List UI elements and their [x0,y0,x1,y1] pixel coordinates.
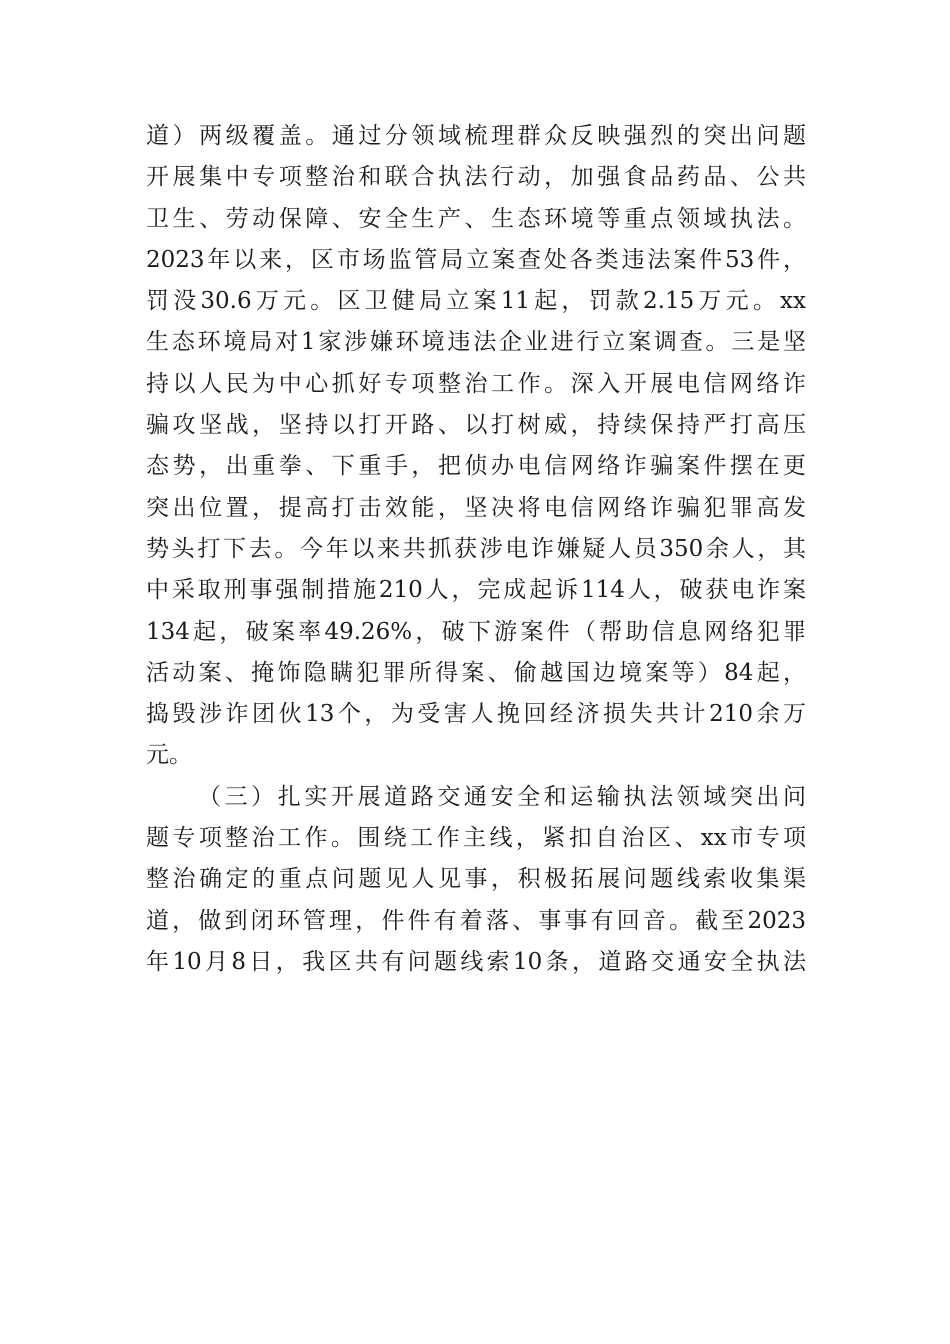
text-line: 骗攻坚战，坚持以打开路、以打树威，持续保持严打高压 [146,412,806,439]
body-text [146,116,806,983]
text-line: 罚没30.6万元。区卫健局立案11起，罚款2.15万元。xx [146,288,806,315]
text-line: 突出位置，提高打击效能，坚决将电信网络诈骗犯罪高发 [146,494,806,521]
text-line: 题专项整治工作。围绕工作主线，紧扣自治区、xx市专项 [146,825,806,852]
section-heading-line: （三）扎实开展道路交通安全和运输执法领域突出问 [198,783,806,810]
text-line: 卫生、劳动保障、安全生产、生态环境等重点领域执法。 [146,205,806,232]
text-line: 2023年以来，区市场监管局立案查处各类违法案件53件， [146,246,806,273]
text-line: 持以人民为中心抓好专项整治工作。深入开展电信网络诈 [146,370,806,397]
text-line: 生态环境局对1家涉嫌环境违法企业进行立案调查。三是坚 [146,329,806,356]
text-line: 整治确定的重点问题见人见事，积极拓展问题线索收集渠 [146,866,806,893]
text-line: 道，做到闭环管理，件件有着落、事事有回音。截至2023 [146,907,806,934]
text-line: 势头打下去。今年以来共抓获涉电诈嫌疑人员350余人，其 [146,535,806,562]
text-line: 元。 [146,742,192,769]
text-line: 134起，破案率49.26%，破下游案件（帮助信息网络犯罪 [146,618,806,645]
text-line: 活动案、掩饰隐瞒犯罪所得案、偷越国边境案等）84起， [146,659,806,686]
text-line: 捣毁涉诈团伙13个，为受害人挽回经济损失共计210余万 [146,701,806,728]
text-line: 道）两级覆盖。通过分领域梳理群众反映强烈的突出问题 [146,123,806,149]
text-line: 开展集中专项整治和联合执法行动，加强食品药品、公共 [146,164,806,191]
text-line: 中采取刑事强制措施210人，完成起诉114人，破获电诈案 [146,577,806,604]
text-line: 年10月8日，我区共有问题线索10条，道路交通安全执法 [146,948,806,975]
text-line: 态势，出重拳、下重手，把侦办电信网络诈骗案件摆在更 [146,453,806,480]
